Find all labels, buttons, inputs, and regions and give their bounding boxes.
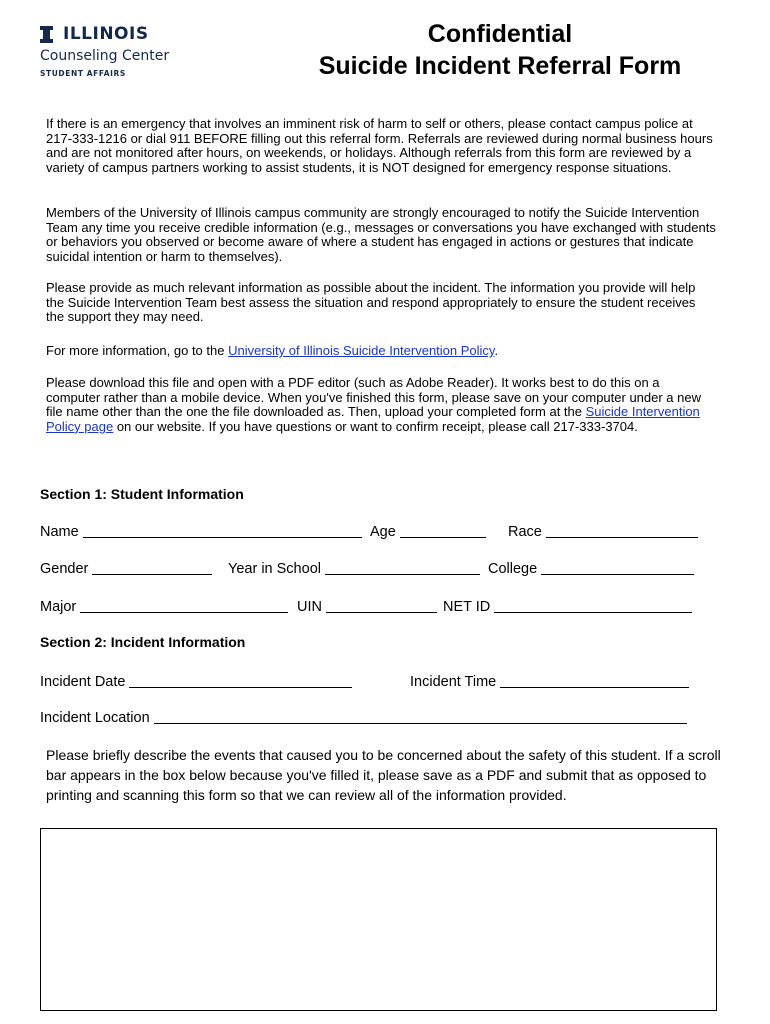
uin-input-line[interactable] xyxy=(326,597,437,613)
uin-field[interactable] xyxy=(297,596,437,616)
student-row-2 xyxy=(40,558,740,578)
gender-field[interactable] xyxy=(40,558,212,578)
incident-row-2 xyxy=(40,707,740,727)
description-prompt: Please briefly describe the events that caused you to be concerned about the safety of this student. If a scroll bar appears in the box below because you've filled it, please save as a PDF and submit that as opposed to printing and scanning this form so that we can review all of the information provided. xyxy=(46,747,721,803)
title-line-1: Confidential xyxy=(427,20,573,48)
major-input-line[interactable] xyxy=(80,597,288,613)
incident-row-1 xyxy=(40,671,740,691)
age-input-line[interactable] xyxy=(400,522,486,538)
illinois-counseling-logo xyxy=(40,24,169,78)
incident-location-label: Incident Location xyxy=(40,710,150,726)
age-field[interactable] xyxy=(370,521,486,541)
logo-subtitle: Counseling Center xyxy=(40,48,170,64)
policy-link[interactable]: University of Illinois Suicide Intervention Policy xyxy=(228,343,495,358)
incident-date-input-line[interactable] xyxy=(129,672,352,688)
incident-time-label: Incident Time xyxy=(410,674,497,690)
form-title xyxy=(298,18,702,82)
incident-description-textarea[interactable] xyxy=(40,828,717,1011)
race-label: Race xyxy=(508,524,542,540)
section-1-heading: Section 1: Student Information xyxy=(40,486,244,502)
name-label: Name xyxy=(40,524,79,540)
uin-label: UIN xyxy=(297,599,322,615)
year-input-line[interactable] xyxy=(325,559,480,575)
netid-label: NET ID xyxy=(443,599,491,615)
college-field[interactable] xyxy=(488,558,694,578)
year-label: Year in School xyxy=(228,561,321,577)
race-input-line[interactable] xyxy=(546,522,698,538)
incident-time-input-line[interactable] xyxy=(500,672,689,688)
name-field[interactable] xyxy=(40,521,362,541)
college-label: College xyxy=(488,561,538,577)
gender-label: Gender xyxy=(40,561,89,577)
incident-time-field[interactable] xyxy=(410,671,689,691)
gender-input-line[interactable] xyxy=(92,559,212,575)
logo-affiliation: STUDENT AFFAIRS xyxy=(40,69,126,78)
incident-location-input-line[interactable] xyxy=(154,708,687,724)
encouragement-paragraph: Members of the University of Illinois campus community are strongly encouraged to notify the Suicide Intervention Team any time you receive credible information (e.g., messages or conversations you have exchanged with students or behaviors you observed or become aware of where a student has engaged in actions or gestures that indicate suicidal intention or harm to themselves). xyxy=(46,205,716,264)
section-2-heading: Section 2: Incident Information xyxy=(40,634,246,650)
student-row-1 xyxy=(40,521,740,541)
name-input-line[interactable] xyxy=(83,522,362,538)
student-row-3 xyxy=(40,596,740,616)
relevant-info-paragraph: Please provide as much relevant information as possible about the incident. The information you provide will help the Suicide Intervention Team best assess the situation and respond appropriately to ensure the student receives the support they may need. xyxy=(46,280,696,325)
incident-location-field[interactable] xyxy=(40,707,687,727)
net-id-field[interactable] xyxy=(443,596,692,616)
race-field[interactable] xyxy=(508,521,698,541)
college-input-line[interactable] xyxy=(541,559,694,575)
year-in-school-field[interactable] xyxy=(228,558,480,578)
incident-date-label: Incident Date xyxy=(40,674,126,690)
block-i-icon xyxy=(40,26,53,43)
incident-date-field[interactable] xyxy=(40,671,352,691)
logo-name: ILLINOIS xyxy=(63,24,149,44)
policy-page-link[interactable]: Suicide Intervention Policy page xyxy=(46,404,700,434)
netid-input-line[interactable] xyxy=(494,597,692,613)
title-line-2: Suicide Incident Referral Form xyxy=(318,52,682,80)
age-label: Age xyxy=(370,524,396,540)
major-label: Major xyxy=(40,599,77,615)
more-info-paragraph: For more information, go to the University of Illinois Suicide Intervention Policy. xyxy=(46,343,499,358)
emergency-notice-paragraph: If there is an emergency that involves an imminent risk of harm to self or others, please contact campus police at 217-333-1216 or dial 911 BEFORE filling out this referral form. Referrals are reviewed during normal business hours and are not monitored after hours, on weekends, or holidays. Although referrals from this form are reviewed by a variety of campus partners working to assist students, it is NOT designed for emergency response situations. xyxy=(46,116,713,175)
download-instructions-paragraph: Please download this file and open with a PDF editor (such as Adobe Reader). It works best to do this on a computer rather than a mobile device. When you've finished this form, please save on your computer under a new file name other than the one the file downloaded as. Then, upload your completed form at the Suicide Intervention Policy page on our website. If you have questions or want to confirm receipt, please call 217-333-3704. xyxy=(46,375,701,434)
major-field[interactable] xyxy=(40,596,288,616)
